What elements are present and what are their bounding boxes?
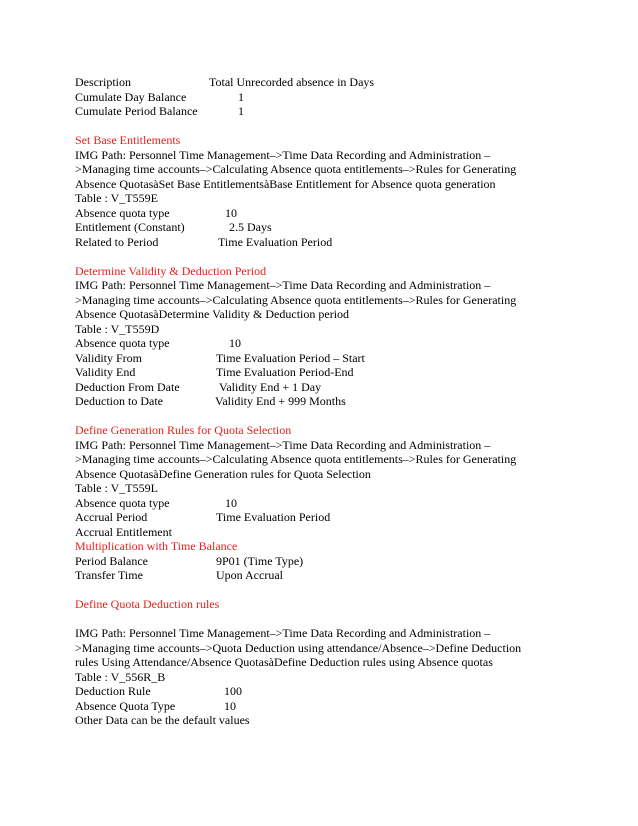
row-label: Description bbox=[75, 75, 131, 89]
row-label: Absence quota type bbox=[75, 205, 170, 220]
field-row bbox=[75, 206, 575, 221]
row-value: 1 bbox=[238, 104, 244, 118]
row-label: Deduction Rule bbox=[75, 684, 151, 698]
table-name: Table : V_T559E bbox=[75, 191, 158, 205]
description-row bbox=[75, 75, 575, 90]
table-name: Table : V_556R_B bbox=[75, 669, 166, 684]
field-row bbox=[75, 235, 575, 250]
row-value: 10 bbox=[224, 698, 236, 713]
row-label: Absence quota type bbox=[75, 495, 170, 510]
field-row bbox=[75, 554, 575, 569]
row-label: Deduction From Date bbox=[75, 379, 180, 394]
row-label: Validity End bbox=[75, 365, 136, 379]
field-row bbox=[75, 699, 575, 714]
row-label: Accrual Period bbox=[75, 510, 148, 524]
field-row bbox=[75, 336, 575, 351]
img-path-line: >Managing time accounts–>Calculating Absence quota entitlements–>Rules for Generating bbox=[75, 292, 517, 307]
row-value: 2.5 Days bbox=[229, 220, 272, 234]
row-value: Time Evaluation Period bbox=[218, 234, 333, 249]
row-label: Cumulate Period Balance bbox=[75, 104, 198, 118]
row-label: Period Balance bbox=[75, 553, 148, 568]
row-value: 10 bbox=[225, 495, 237, 510]
img-path-line: Absence QuotasàDefine Generation rules for Quota Selection bbox=[75, 466, 371, 481]
field-row bbox=[75, 684, 575, 699]
img-path-line: Absence QuotasàSet Base EntitlementsàBase Entitlement for Absence quota generation bbox=[75, 176, 496, 191]
section-heading-generation-rules: Define Generation Rules for Quota Selection bbox=[75, 423, 292, 437]
img-path-line: Absence QuotasàDetermine Validity & Deduction period bbox=[75, 307, 350, 321]
img-path-line: >Managing time accounts–>Quota Deduction using attendance/Absence–>Define Deduction bbox=[75, 640, 522, 655]
field-row bbox=[75, 220, 575, 235]
row-value: Time Evaluation Period – Start bbox=[216, 350, 365, 365]
img-path-line: IMG Path: Personnel Time Management–>Time Data Recording and Administration – bbox=[75, 626, 491, 640]
field-row bbox=[75, 380, 575, 395]
document-page bbox=[75, 75, 575, 728]
img-path-line: rules Using Attendance/Absence QuotasàDefine Deduction rules using Absence quotas bbox=[75, 655, 493, 669]
field-row bbox=[75, 568, 575, 583]
row-value: Validity End + 1 Day bbox=[219, 379, 322, 394]
field-row bbox=[75, 510, 575, 525]
row-label: Absence quota type bbox=[75, 336, 170, 350]
row-value: Validity End + 999 Months bbox=[215, 394, 346, 408]
row-label: Deduction to Date bbox=[75, 394, 163, 408]
img-path-line: IMG Path: Personnel Time Management–>Time Data Recording and Administration – bbox=[75, 437, 491, 452]
field-row bbox=[75, 496, 575, 511]
row-label: Validity From bbox=[75, 350, 143, 365]
row-label: Related to Period bbox=[75, 234, 159, 249]
row-label: Entitlement (Constant) bbox=[75, 220, 185, 234]
field-row bbox=[75, 351, 575, 366]
img-path-line: IMG Path: Personnel Time Management–>Time Data Recording and Administration – bbox=[75, 278, 491, 292]
row-value: 100 bbox=[224, 684, 242, 698]
row-label: Cumulate Day Balance bbox=[75, 89, 187, 104]
section-heading-base-entitlements: Set Base Entitlements bbox=[75, 133, 181, 147]
row-label: Absence Quota Type bbox=[75, 698, 176, 713]
section-heading-quota-deduction: Define Quota Deduction rules bbox=[75, 597, 220, 611]
table-name: Table : V_T559L bbox=[75, 481, 158, 495]
row-value: Total Unrecorded absence in Days bbox=[209, 75, 375, 89]
img-path-line: >Managing time accounts–>Calculating Absence quota entitlements–>Rules for Generating bbox=[75, 452, 517, 466]
accrual-entitlement-label: Accrual Entitlement bbox=[75, 524, 172, 539]
img-path-line: >Managing time accounts–>Calculating Absence quota entitlements–>Rules for Generating bbox=[75, 162, 517, 176]
img-path-line: IMG Path: Personnel Time Management–>Time Data Recording and Administration – bbox=[75, 147, 491, 162]
cumulate-period-balance-row bbox=[75, 104, 575, 119]
row-value: Upon Accrual bbox=[216, 568, 283, 582]
row-label: Transfer Time bbox=[75, 568, 143, 582]
section-heading-validity-deduction: Determine Validity & Deduction Period bbox=[75, 263, 267, 278]
field-row bbox=[75, 394, 575, 409]
row-value: 1 bbox=[238, 89, 244, 104]
row-value: Time Evaluation Period-End bbox=[216, 365, 354, 379]
row-value: Time Evaluation Period bbox=[216, 510, 331, 524]
field-row bbox=[75, 365, 575, 380]
row-value: 10 bbox=[229, 336, 241, 350]
footer-note: Other Data can be the default values bbox=[75, 713, 250, 727]
row-value: 10 bbox=[225, 205, 237, 220]
cumulate-day-balance-row bbox=[75, 90, 575, 105]
table-name: Table : V_T559D bbox=[75, 321, 160, 336]
row-value: 9P01 (Time Type) bbox=[216, 553, 304, 568]
subheading-multiplication: Multiplication with Time Balance bbox=[75, 539, 238, 553]
